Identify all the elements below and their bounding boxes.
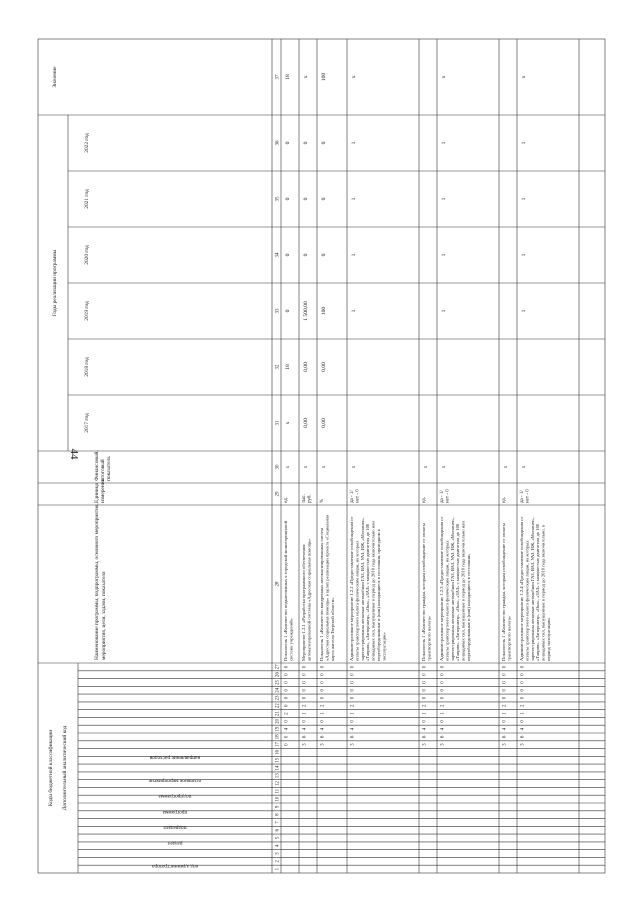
row-description: Административное мероприятие 1.2.2 «Предоставление освобождения отоплаты транспортного налога физическим лицам, на которыхзарегистрированы легковые автомобили ГАЗ, ВАЗ, УАЗ, ИЖ, «Москвич»,«Таврия», «Запорожец», «Ока», «ЗАЗ» с мощностью двигателя до 100лошадиных сил, выпущенные в период до 2010 года включительно илипереоборудованные и (или) находящиеся в состоянии, пригодном кэксплуатации» — [349, 516, 387, 661]
col-number: 25 — [275, 679, 281, 685]
row-year-value: 1 500,00 — [303, 301, 309, 321]
row-year-value: 1 — [521, 253, 527, 257]
header-year: 2018 год — [84, 357, 90, 377]
code-digit: 0 — [320, 696, 326, 700]
code-subheader: подпрограмма — [158, 793, 192, 800]
header-base-value: Финансовый,итоговыйпоказатель — [94, 450, 112, 481]
code-digit: 1 — [302, 712, 308, 715]
code-digit: 0 — [502, 673, 508, 676]
col-number: 24 — [275, 687, 281, 693]
code-digit: 0 — [284, 681, 290, 684]
row-year-value: 1 — [441, 197, 447, 201]
table-border — [38, 39, 605, 873]
code-digit: 0 — [422, 673, 428, 676]
code-digit: 3 — [302, 743, 308, 746]
code-digit: 2 — [302, 704, 308, 708]
code-digit: 1 — [520, 712, 526, 715]
code-digit: 0 — [440, 688, 446, 692]
row-final: х — [441, 75, 447, 79]
row-year-value: 1 — [351, 309, 357, 313]
row-final: х — [521, 75, 527, 79]
code-digit: 0 — [520, 696, 526, 700]
code-digit: 0 — [320, 720, 326, 723]
code-digit: 1 — [502, 712, 508, 715]
row-year-value: 1 — [521, 197, 527, 201]
row-year-value: 0 — [285, 141, 291, 145]
code-digit: 4 — [350, 727, 356, 731]
header-year: 2022 год — [84, 133, 90, 153]
code-digit: 0 — [350, 673, 356, 676]
row-description: Показатель 1 «Количество внедренных автоматизированных систем«Адресная социальная помощь» в целях реализации проекта «Социальнаякарта жителя Тверской области» — [319, 514, 335, 661]
code-digit: 0 — [320, 681, 326, 684]
header-names: Наименование программы, подпрограммы, основного мероприятия,мероприятия, цели, задачи, показателя — [94, 503, 107, 660]
code-digit: 4 — [520, 727, 526, 731]
code-digit: 0 — [284, 704, 290, 708]
col-number: 31 — [275, 420, 281, 426]
code-digit: 0 — [284, 688, 290, 692]
col-number: 22 — [275, 703, 281, 709]
col-number: 19 — [275, 726, 281, 732]
header-year: 2019 год — [84, 301, 90, 321]
code-digit: 0 — [302, 681, 308, 684]
code-digit: 6 — [520, 735, 526, 739]
code-digit: 0 — [284, 673, 290, 676]
code-subheader: направление расходов — [149, 754, 201, 761]
code-digit: 0 — [502, 681, 508, 684]
row-year-value: 1 — [351, 141, 357, 145]
row-unit: ед. — [502, 497, 507, 503]
col-number: 17 — [275, 742, 281, 748]
row-year-value: 0,00 — [303, 418, 309, 428]
row-description: Показатель 1 «Количество граждан, которым освобождение от оплатытранспортного налога» — [501, 523, 512, 661]
code-digit: 4 — [302, 727, 308, 731]
code-digit: 3 — [422, 743, 428, 746]
code-digit: 0 — [284, 735, 290, 739]
row-year-value: 1 — [521, 141, 527, 145]
col-number: 26 — [275, 672, 281, 678]
code-digit: 1 — [422, 712, 428, 715]
code-digit: 0 — [320, 673, 326, 676]
row-year-value: 0,00 — [321, 362, 327, 372]
row-description: Административное мероприятие 1.2.3 «Предоставление освобождения отоплаты транспортного налога физическим лицам, на которыхзарегистрированы легковые автомобили ГАЗ, ВАЗ, УАЗ, ИЖ, «Москвич»,«Таврия», «Запорожец», «Ока», «ЗАЗ» с мощностью двигателя до 100лошадиных сил, выпущенные в период до 2010 года включительно илипереоборудованные и (или) находящиеся в состоянии» — [439, 516, 471, 661]
row-unit: да - 1/нет - 0 — [520, 489, 531, 503]
row-year-value: 1 — [441, 309, 447, 313]
col-number: 11 — [275, 788, 281, 794]
row-base: х — [424, 465, 429, 469]
code-digit: 0 — [284, 665, 290, 669]
col-number: 9 — [275, 805, 281, 809]
code-digit: 3 — [440, 743, 446, 746]
code-digit: 0 — [284, 696, 290, 700]
code-digit: 2 — [422, 704, 428, 708]
col-number: 4 — [275, 844, 281, 848]
col-number: 5 — [275, 836, 281, 840]
header-year: 2020 год — [84, 245, 90, 265]
row-year-value: 1 — [521, 309, 527, 313]
row-unit: да - 1/нет - 0 — [350, 489, 361, 503]
row-year-value: 0 — [303, 141, 309, 145]
row-unit: % — [320, 498, 325, 503]
code-digit: 0 — [520, 720, 526, 723]
code-digit: 3 — [350, 743, 356, 746]
code-digit: 4 — [440, 727, 446, 731]
page-number: 44 — [68, 448, 80, 460]
code-digit: 3 — [520, 743, 526, 746]
col-number: 12 — [275, 781, 281, 787]
code-digit: 0 — [440, 720, 446, 723]
col-number: 15 — [275, 757, 281, 763]
code-digit: 0 — [502, 720, 508, 723]
code-digit: 2 — [320, 704, 326, 708]
col-number: 8 — [275, 813, 281, 816]
row-unit: ед. — [284, 497, 289, 503]
col-number: 14 — [275, 765, 281, 771]
code-digit: 0 — [302, 673, 308, 676]
code-digit: 0 — [520, 688, 526, 692]
row-final: 18 — [285, 74, 291, 80]
header-unit: Единицаизмерения — [94, 478, 106, 503]
row-year-value: 1 — [441, 253, 447, 257]
code-digit: 0 — [320, 665, 326, 669]
col-number: 18 — [275, 734, 281, 740]
header-codes-group: Коды бюджетной классификации — [48, 729, 54, 807]
code-digit: 0 — [440, 696, 446, 700]
code-digit: 0 — [350, 681, 356, 684]
code-digit: 2 — [520, 704, 526, 708]
col-number: 23 — [275, 695, 281, 701]
row-year-value: 1 — [351, 197, 357, 201]
header-extra-code: Дополнительный аналитический код — [62, 725, 68, 811]
row-year-value: 0 — [285, 309, 291, 313]
code-digit: 0 — [350, 720, 356, 723]
code-digit: 4 — [422, 727, 428, 731]
code-digit: 3 — [320, 743, 326, 746]
row-final: х — [351, 75, 357, 79]
col-number: 6 — [275, 828, 281, 832]
code-digit: 0 — [440, 681, 446, 684]
row-unit: тыс.руб. — [302, 493, 313, 503]
code-digit: 6 — [302, 735, 308, 739]
code-digit: 2 — [350, 704, 356, 708]
row-year-value: 0,00 — [321, 418, 327, 428]
col-number: 7 — [275, 821, 281, 824]
col-number: 13 — [275, 773, 281, 779]
code-digit: 0 — [422, 720, 428, 723]
row-year-value: х — [285, 421, 291, 425]
code-digit: 0 — [502, 688, 508, 692]
code-digit: 0 — [520, 681, 526, 684]
row-year-value: 0,00 — [303, 362, 309, 372]
row-year-value: 1 — [441, 141, 447, 145]
code-subheader: раздел — [167, 839, 183, 846]
row-year-value: 0 — [285, 253, 291, 257]
code-digit: 0 — [422, 688, 428, 692]
code-digit: 4 — [320, 727, 326, 731]
header-final: Значение — [52, 66, 58, 88]
code-digit: 2 — [502, 704, 508, 708]
col-number: 30 — [275, 464, 281, 470]
header-year: 2021 год — [84, 189, 90, 209]
row-base: х — [504, 465, 509, 469]
code-digit: 0 — [520, 665, 526, 669]
col-number: 16 — [275, 749, 281, 755]
code-subheader: программа — [162, 808, 188, 815]
code-digit: 0 — [422, 681, 428, 684]
code-digit: 0 — [284, 720, 290, 723]
code-digit: 1 — [320, 712, 326, 715]
code-digit: 6 — [350, 735, 356, 739]
code-subheader: код администратора — [151, 863, 199, 870]
row-base: х — [322, 465, 327, 469]
col-number: 21 — [275, 711, 281, 717]
code-digit: 0 — [422, 665, 428, 669]
code-digit: 0 — [520, 673, 526, 676]
col-number: 27 — [275, 664, 281, 670]
row-description: Мероприятие 1.2.1 «Разработка программного обеспеченияавтоматизированной системы «Адресная социальная помощь» — [301, 538, 312, 661]
row-year-value: 0 — [303, 253, 309, 257]
code-digit: 2 — [440, 704, 446, 708]
col-number: 34 — [275, 252, 281, 258]
row-description: Показатель 1 «Количество граждан, которым освобождение от оплатытранспортного налога» — [421, 523, 432, 661]
code-digit: 0 — [502, 665, 508, 669]
code-digit: 6 — [502, 735, 508, 739]
col-number: 37 — [275, 74, 281, 80]
row-base: х — [286, 465, 291, 469]
col-number: 29 — [275, 491, 281, 497]
row-base: х — [352, 465, 357, 469]
col-number: 10 — [275, 796, 281, 802]
code-digit: 0 — [502, 696, 508, 700]
code-digit: 0 — [320, 688, 326, 692]
col-number: 1 — [275, 867, 281, 871]
row-year-value: 1 — [351, 253, 357, 257]
code-digit: 4 — [502, 727, 508, 731]
col-number: 33 — [275, 308, 281, 314]
code-digit: 1 — [350, 712, 356, 715]
code-digit: 0 — [284, 743, 290, 746]
row-year-value: 100 — [321, 306, 327, 316]
code-digit: 0 — [350, 665, 356, 669]
code-subheader: подраздел — [163, 824, 187, 831]
col-number: 36 — [275, 140, 281, 146]
row-base: х — [522, 465, 527, 469]
code-digit: 0 — [302, 665, 308, 669]
row-year-value: 0 — [321, 197, 327, 201]
row-unit: да - 1/нет - 0 — [440, 489, 451, 503]
col-number: 20 — [275, 718, 281, 724]
row-year-value: 18 — [285, 364, 291, 370]
row-year-value: 0 — [321, 141, 327, 145]
code-digit: 0 — [302, 696, 308, 700]
header-year: 2017 год — [84, 413, 90, 433]
code-digit: 0 — [350, 688, 356, 692]
row-year-value: 0 — [321, 253, 327, 257]
col-number: 2 — [275, 860, 281, 863]
code-digit: 0 — [350, 696, 356, 700]
row-year-value: 0 — [285, 197, 291, 201]
row-unit: ед. — [422, 497, 427, 503]
row-year-value: 0 — [303, 197, 309, 201]
code-digit: 2 — [284, 712, 290, 715]
row-final: х — [303, 75, 309, 79]
code-digit: 0 — [440, 673, 446, 676]
header-years-group: Годы реализации программы — [52, 249, 58, 317]
code-digit: 0 — [302, 720, 308, 723]
code-digit: 4 — [284, 727, 290, 731]
col-number: 28 — [275, 581, 281, 587]
code-digit: 0 — [440, 665, 446, 669]
col-number: 32 — [275, 364, 281, 370]
row-description: Показатель 1 «Количество подключенных к городской мониторинговойсистеме учреждений» — [283, 520, 294, 661]
code-digit: 3 — [502, 743, 508, 746]
code-subheader: основное мероприятие — [148, 777, 202, 784]
code-digit: 0 — [422, 696, 428, 700]
row-description: Административное мероприятие 1.2.4 «Предоставление освобождения отоплаты транспортного налога физическим лицам, на которыхзарегистрированы легковые автомобили ГАЗ, ВАЗ, УАЗ, ИЖ, «Москвич»,«Таврия», «Запорожец», «Ока», «ЗАЗ» с мощностью двигателя до 100лошадиных сил, выпущенные в период до 2010 года включительно, впериод эксплуатации» — [519, 516, 551, 661]
row-final: 100 — [321, 72, 327, 82]
code-digit: 6 — [320, 735, 326, 739]
code-digit: 6 — [440, 735, 446, 739]
col-number: 3 — [275, 852, 281, 855]
code-digit: 0 — [302, 688, 308, 692]
row-base: х — [304, 465, 309, 469]
code-digit: 1 — [440, 712, 446, 715]
col-number: 35 — [275, 196, 281, 202]
row-base: х — [442, 465, 447, 469]
code-digit: 6 — [422, 735, 428, 739]
